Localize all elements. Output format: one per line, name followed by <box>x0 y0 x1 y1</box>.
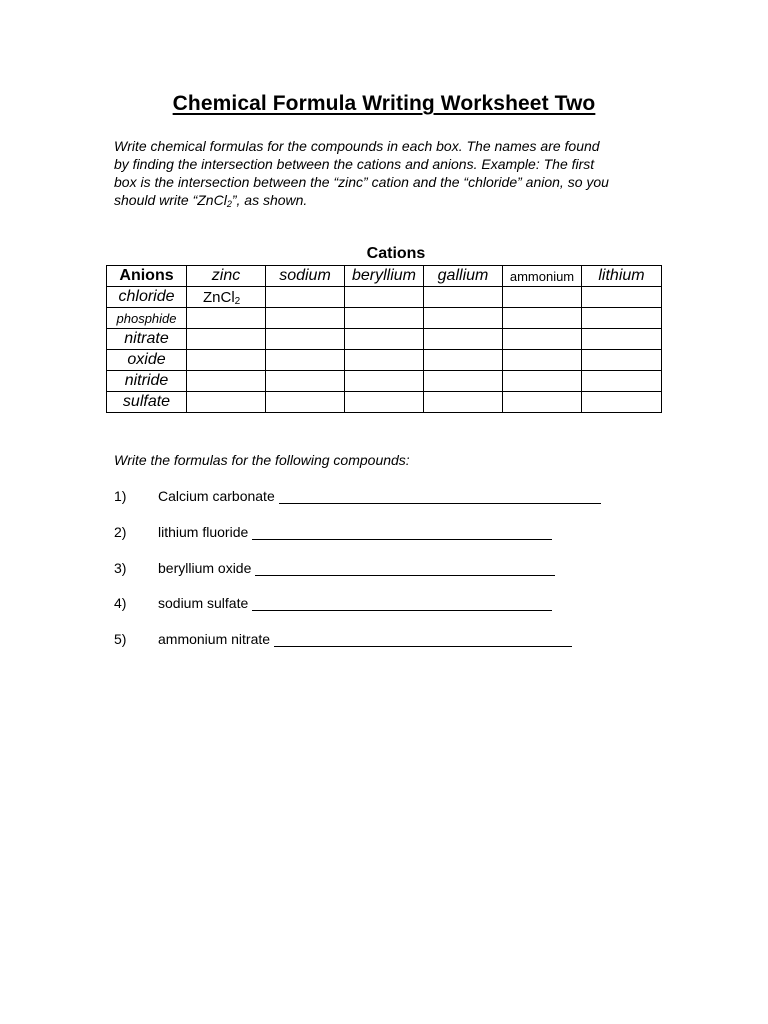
answer-cell[interactable] <box>424 287 503 308</box>
answer-cell[interactable] <box>424 308 503 329</box>
anion-label: sulfate <box>107 392 187 413</box>
questions-prompt: Write the formulas for the following compounds: <box>114 452 410 468</box>
answer-cell[interactable] <box>266 308 345 329</box>
question-item <box>114 488 601 504</box>
example-formula: ZnCl <box>203 288 235 306</box>
anion-label: nitride <box>107 371 187 392</box>
cation-header: ammonium <box>503 266 582 287</box>
answer-blank[interactable] <box>255 561 555 576</box>
answer-cell[interactable] <box>266 392 345 413</box>
example-subscript: 2 <box>234 295 241 307</box>
question-item <box>114 631 572 647</box>
answer-cell[interactable] <box>582 308 662 329</box>
answer-cell[interactable] <box>424 371 503 392</box>
answer-blank[interactable] <box>252 525 552 540</box>
question-item <box>114 595 552 611</box>
table-row <box>107 308 662 329</box>
answer-cell[interactable] <box>582 371 662 392</box>
answer-cell-example <box>187 287 266 308</box>
table-row <box>107 392 662 413</box>
question-item <box>114 560 555 576</box>
answer-cell[interactable] <box>187 350 266 371</box>
question-number: 3) <box>114 560 127 576</box>
cation-header: zinc <box>187 266 266 287</box>
instructions-subscript: 2 <box>226 199 232 209</box>
instructions-text: should write “ZnCl <box>114 192 227 208</box>
table-row <box>107 371 662 392</box>
answer-cell[interactable] <box>503 287 582 308</box>
question-number: 4) <box>114 595 127 611</box>
answer-cell[interactable] <box>345 350 424 371</box>
answer-cell[interactable] <box>187 392 266 413</box>
answer-cell[interactable] <box>503 392 582 413</box>
instructions-paragraph <box>114 137 654 209</box>
cation-header: sodium <box>266 266 345 287</box>
cations-heading: Cations <box>366 245 426 262</box>
cation-header: lithium <box>582 266 662 287</box>
answer-cell[interactable] <box>266 287 345 308</box>
answer-cell[interactable] <box>503 329 582 350</box>
table-row <box>107 329 662 350</box>
answer-cell[interactable] <box>266 350 345 371</box>
table-row <box>107 287 662 308</box>
answer-blank[interactable] <box>252 596 552 611</box>
answer-cell[interactable] <box>187 329 266 350</box>
answer-cell[interactable] <box>424 350 503 371</box>
anion-label: oxide <box>107 350 187 371</box>
cation-header: beryllium <box>345 266 424 287</box>
cation-header: gallium <box>424 266 503 287</box>
answer-cell[interactable] <box>424 392 503 413</box>
question-number: 1) <box>114 488 127 504</box>
anions-heading: Anions <box>107 266 187 287</box>
instructions-line: box is the intersection between the “zinc” cation and the “chloride” anion, so you <box>114 174 609 190</box>
answer-blank[interactable] <box>274 632 572 647</box>
header-row <box>107 266 662 287</box>
question-text: ammonium nitrate <box>158 631 271 647</box>
question-text: beryllium oxide <box>158 560 252 576</box>
question-text: sodium sulfate <box>158 595 249 611</box>
question-text: Calcium carbonate <box>158 488 275 504</box>
instructions-text: ”, as shown. <box>231 192 308 208</box>
anion-label: chloride <box>107 287 187 308</box>
question-number: 5) <box>114 631 127 647</box>
instructions-line <box>114 191 654 209</box>
formula-grid <box>106 265 662 413</box>
answer-cell[interactable] <box>582 287 662 308</box>
anion-label: nitrate <box>107 329 187 350</box>
answer-cell[interactable] <box>345 287 424 308</box>
answer-cell[interactable] <box>345 308 424 329</box>
answer-cell[interactable] <box>582 329 662 350</box>
answer-cell[interactable] <box>345 329 424 350</box>
answer-cell[interactable] <box>345 392 424 413</box>
page-title: Chemical Formula Writing Worksheet Two <box>172 92 596 115</box>
answer-cell[interactable] <box>424 329 503 350</box>
question-number: 2) <box>114 524 127 540</box>
answer-cell[interactable] <box>266 329 345 350</box>
answer-cell[interactable] <box>187 308 266 329</box>
answer-cell[interactable] <box>503 371 582 392</box>
answer-cell[interactable] <box>503 350 582 371</box>
table-row <box>107 350 662 371</box>
answer-cell[interactable] <box>345 371 424 392</box>
question-item <box>114 524 552 540</box>
answer-cell[interactable] <box>582 392 662 413</box>
answer-cell[interactable] <box>582 350 662 371</box>
anion-label: phosphide <box>107 308 187 329</box>
answer-cell[interactable] <box>187 371 266 392</box>
answer-blank[interactable] <box>279 489 601 504</box>
answer-cell[interactable] <box>503 308 582 329</box>
question-text: lithium fluoride <box>158 524 249 540</box>
instructions-line: by finding the intersection between the cations and anions. Example: The first <box>114 156 595 172</box>
instructions-line: Write chemical formulas for the compounds in each box. The names are found <box>114 138 600 154</box>
answer-cell[interactable] <box>266 371 345 392</box>
